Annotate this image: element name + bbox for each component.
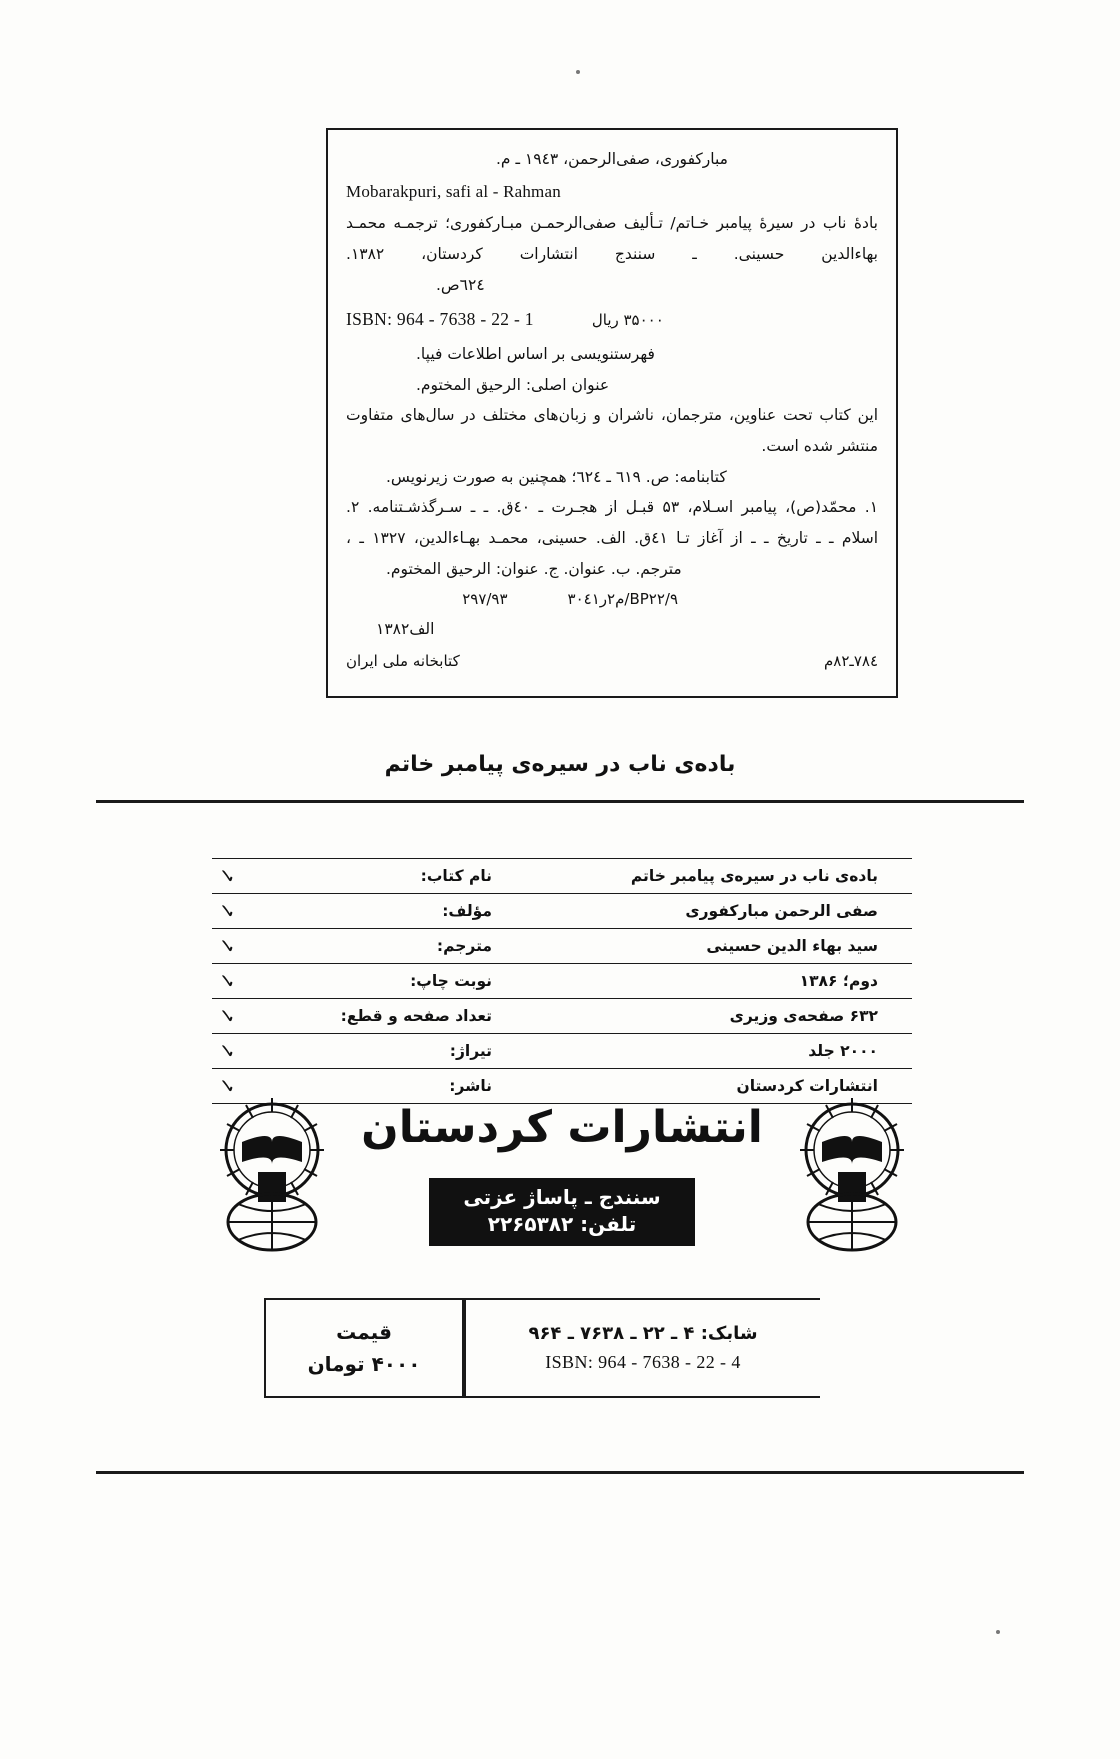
check-icon: ✓: [218, 969, 236, 993]
check-icon: ✓: [218, 934, 236, 958]
isbn-latin: ISBN: 964 - 7638 - 22 - 4: [545, 1352, 741, 1372]
cip-subject-line-2: اسلام ـ ـ تاریخ ـ ـ از آغاز تـا ٤۱ق. الف. حسینی، محمـد بهـاءالدین، ۱۳۲۷ ـ ،: [346, 529, 878, 548]
cip-pages: ٦۲٤ص.: [436, 275, 485, 294]
table-row: [212, 894, 912, 929]
table-row: [212, 964, 912, 999]
cip-subject-line-3: مترجم. ب. عنوان. ج. عنوان: الرحیق المختوم.: [386, 559, 682, 578]
info-label: تعداد صفحه و قطع:: [340, 1007, 492, 1025]
table-row: [212, 858, 912, 894]
info-value: باده‌ی ناب در سیره‌ی پیامبر خاتم: [630, 867, 878, 885]
cip-classification-row: [346, 585, 878, 615]
cip-note-line-2: منتشر شده است.: [761, 437, 878, 456]
price-box: [264, 1298, 464, 1398]
publisher-logo-area: [212, 1090, 912, 1280]
cip-isbn: ISBN: 964 - 7638 - 22 - 1: [346, 309, 534, 330]
table-row: [212, 999, 912, 1034]
cip-record-box: [326, 128, 898, 698]
isbn-box: [464, 1298, 820, 1398]
speck: [576, 70, 580, 74]
divider-top: [96, 800, 1024, 803]
cip-call-number: BP۲۲/۹/م۲ر۳۰٤۱: [567, 589, 678, 608]
cip-footer-row: [346, 647, 878, 677]
price-value: ۴۰۰۰ تومان: [307, 1352, 421, 1376]
info-label: ناشر:: [449, 1077, 492, 1095]
cip-fipa-note: فهرستنویسی بر اساس اطلاعات فیپا.: [416, 345, 655, 364]
cip-dewey: ۲۹۷/۹۳: [462, 589, 508, 608]
cip-bibliography: کتابنامه: ص. ٦۱۹ ـ ٦۲٤؛ همچنین به صورت زیرنویس.: [386, 467, 727, 486]
cip-isbn-price-row: [346, 302, 878, 337]
cip-author-en: Mobarakpuri, safi al - Rahman: [346, 181, 561, 201]
check-icon: ✓: [218, 899, 236, 923]
cip-record-number: ۷۸٤ـ۸۲م: [824, 651, 878, 670]
speck: [996, 1630, 1000, 1634]
cip-original-title: عنوان اصلی: الرحیق المختوم.: [416, 375, 610, 394]
price-label: قیمت: [336, 1320, 392, 1344]
isbn-persian: شابک: ۴ ـ ۲۲ ـ ۷۶۳۸ ـ ۹۶۴: [528, 1323, 758, 1344]
check-icon: ✓: [218, 1039, 236, 1063]
info-label: نام کتاب:: [420, 867, 492, 885]
check-icon: ✓: [218, 1004, 236, 1028]
cip-subject-line-1: ۱. محمّد(ص)، پیامبر اسـلام، ۵۳ قبـل از هجـرت ـ ٤۰ق. ـ ـ سـرگذشـتنامه. ۲.: [346, 498, 879, 517]
publisher-phone-line: تلفن: ۲۲۶۵۳۸۲: [487, 1212, 637, 1236]
info-value: ۶۳۲ صفحه‌ی وزیری: [729, 1007, 878, 1025]
cip-author-fa: مبارکفوری، صفی‌الرحمن، ۱۹٤۳ ـ م.: [496, 150, 728, 168]
table-row: [212, 929, 912, 964]
info-value: انتشارات کردستان: [736, 1077, 878, 1095]
info-label: نوبت چاپ:: [410, 972, 492, 990]
publisher-address-box: [429, 1178, 695, 1246]
cip-library: کتابخانه ملی ایران: [346, 651, 460, 670]
info-value: دوم؛ ۱۳۸۶: [799, 972, 878, 990]
publisher-address-line-1: سنندج ـ پاساژ عزتی: [463, 1185, 661, 1209]
cip-price: ۳۵۰۰۰ ریال: [591, 311, 664, 330]
info-label: مؤلف:: [442, 902, 492, 920]
divider-bottom: [96, 1471, 1024, 1474]
table-row: [212, 1034, 912, 1069]
info-value: ۲۰۰۰ جلد: [808, 1042, 878, 1060]
info-value: سید بهاء الدین حسینی: [706, 937, 878, 955]
cip-title-line-2: بهاءالدین حسینی. ـ سنندج انتشارات کردستان، ۱۳۸۲.: [346, 245, 878, 264]
info-value: صفی الرحمن مبارکفوری: [685, 902, 878, 920]
cip-note-line-1: این کتاب تحت عناوین، مترجمان، ناشران و زبان‌های مختلف در سال‌های متفاوت: [346, 406, 878, 425]
page-title: باده‌ی ناب در سیره‌ی پیامبر خاتم: [384, 752, 736, 777]
cip-year-line: الف۱۳۸۲: [376, 620, 435, 639]
info-label: مترجم:: [436, 937, 492, 955]
publisher-logotype: انتشارات کردستان: [361, 1102, 763, 1153]
check-icon: ✓: [218, 1074, 236, 1098]
info-label: تیراژ:: [449, 1042, 492, 1060]
book-info-table: [212, 858, 912, 1104]
cip-title-line-1: بادهٔ ناب در سیرهٔ پیامبر خـاتم/ تـألیف صفی‌الرحمـن مبـارکفوری؛ ترجمـه محمـد: [346, 214, 878, 233]
bottom-info-boxes: [264, 1298, 820, 1398]
check-icon: ✓: [218, 864, 236, 888]
